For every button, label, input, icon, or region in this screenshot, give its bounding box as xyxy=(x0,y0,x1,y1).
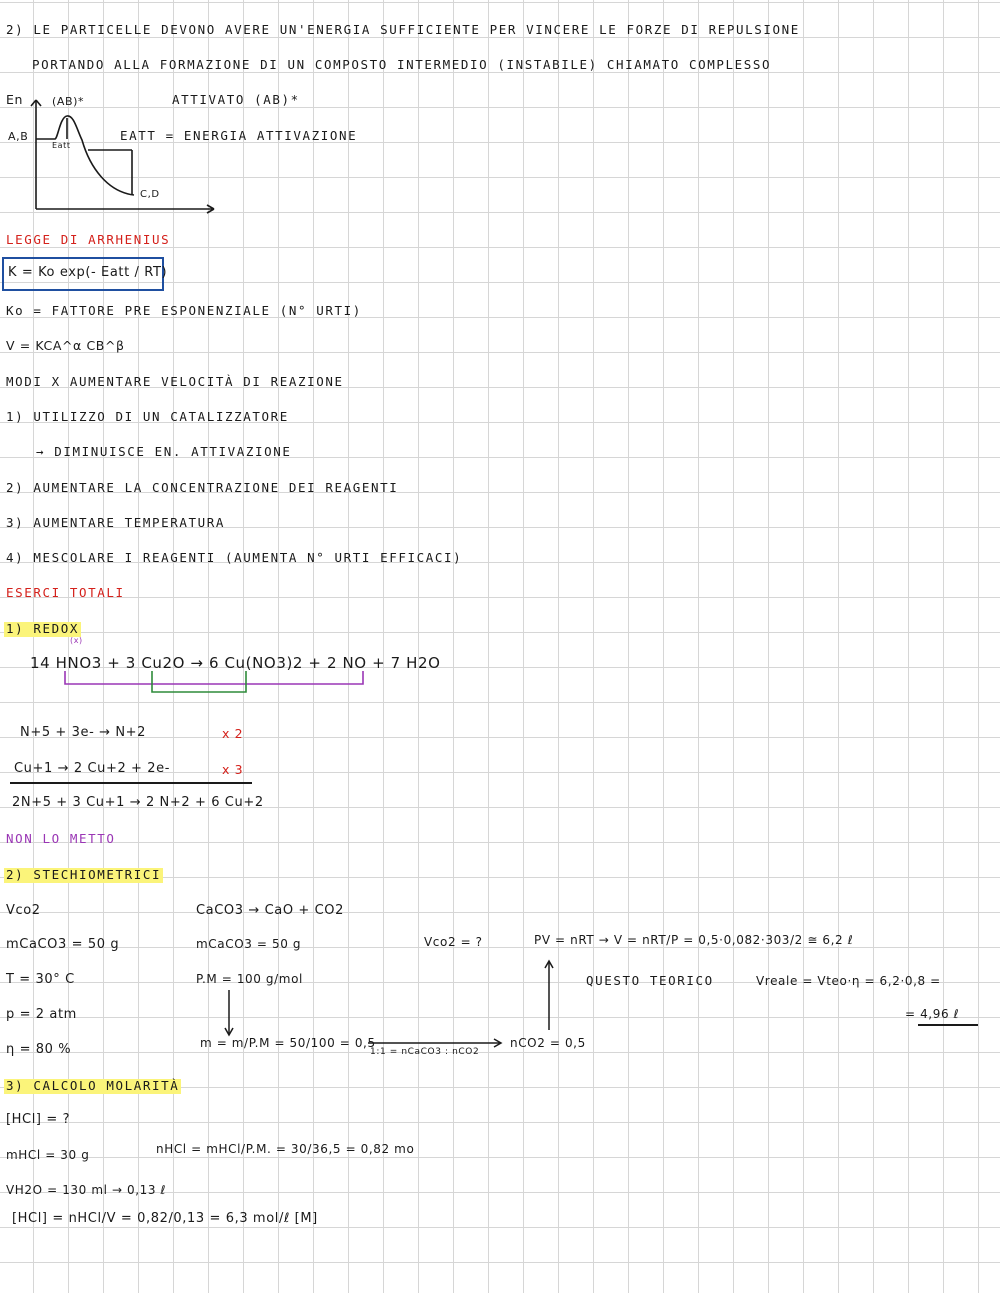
stoich-theory: QUESTO TEORICO xyxy=(586,973,714,988)
stoich-unknown: Vco2 = ? xyxy=(424,935,483,949)
speed-item-3: 3) AUMENTARE TEMPERATURA xyxy=(6,515,226,530)
stoich-final-underline xyxy=(918,1024,978,1026)
graph-activated: ATTIVATO (AB)* xyxy=(172,92,300,107)
redox-total: 2N+5 + 3 Cu+1 → 2 N+2 + 6 Cu+2 xyxy=(12,795,264,810)
intro-line-2: PORTANDO ALLA FORMAZIONE DI UN COMPOSTO INTERMEDIO (INSTABILE) CHIAMATO COMPLESSO xyxy=(32,57,772,72)
stoich-title: 2) STECHIOMETRICI xyxy=(6,867,162,882)
molarity-volume: VH2O = 130 ml → 0,13 ℓ xyxy=(6,1183,167,1197)
redox-half-1-factor: x 2 xyxy=(222,726,244,741)
speed-item-2: 2) AUMENTARE LA CONCENTRAZIONE DEI REAGENTI xyxy=(6,480,399,495)
graph-eatt-label: Eatt xyxy=(52,141,71,150)
stoich-given-2: mCaCO3 = 50 g xyxy=(6,937,120,952)
speed-item-1-note: → DIMINUISCE EN. ATTIVAZIONE xyxy=(36,444,292,459)
graph-peak-label: (AB)* xyxy=(52,95,85,108)
stoich-final: = 4,96 ℓ xyxy=(905,1007,960,1021)
graph-definition: EATT = ENERGIA ATTIVAZIONE xyxy=(120,128,358,143)
stoich-moles: m = m/P.M = 50/100 = 0,5 xyxy=(200,1036,376,1050)
molarity-moles: nHCl = mHCl/P.M. = 30/36,5 = 0,82 mo xyxy=(156,1142,415,1156)
stoich-result-moles: nCO2 = 0,5 xyxy=(510,1036,586,1050)
stoich-real: Vreale = Vteo·η = 6,2·0,8 = xyxy=(756,974,941,988)
redox-half-2: Cu+1 → 2 Cu+2 + 2e- xyxy=(14,761,171,776)
redox-half-1: N+5 + 3e- → N+2 xyxy=(20,725,147,740)
stoich-gas-law: PV = nRT → V = nRT/P = 0,5·0,082·303/2 ≅ 6,2 ℓ xyxy=(534,933,854,947)
molarity-mass: mHCl = 30 g xyxy=(6,1148,90,1162)
stoich-reaction: CaCO3 → CaO + CO2 xyxy=(196,903,344,918)
graph-y-label: En xyxy=(6,92,24,107)
graph-reagents-label: A,B xyxy=(8,130,29,143)
speed-title: MODI X AUMENTARE VELOCITÀ DI REAZIONE xyxy=(6,374,344,389)
stoich-given-5: η = 80 % xyxy=(6,1042,72,1057)
redox-mark: (x) xyxy=(70,636,83,645)
arrhenius-formula: K = Ko exp(- Eatt / RT) xyxy=(8,265,168,280)
stoich-mass: mCaCO3 = 50 g xyxy=(196,937,302,951)
stoich-given-1: Vco2 xyxy=(6,903,41,918)
redox-half-2-factor: x 3 xyxy=(222,762,244,777)
stoich-given-3: T = 30° C xyxy=(6,972,75,987)
stoich-given-4: p = 2 atm xyxy=(6,1007,77,1022)
stoich-pm: P.M = 100 g/mol xyxy=(196,972,303,986)
k0-definition: Ko = FATTORE PRE ESPONENZIALE (N° URTI) xyxy=(6,303,362,318)
redox-note: NON LO METTO xyxy=(6,831,116,846)
arrhenius-title: LEGGE DI ARRHENIUS xyxy=(6,232,171,247)
exercises-title: ESERCI TOTALI xyxy=(6,585,125,600)
rate-law: V = KCA^α CB^β xyxy=(6,338,125,353)
redox-title: 1) REDOX xyxy=(6,621,80,636)
molarity-ask: [HCl] = ? xyxy=(6,1112,71,1127)
speed-item-1: 1) UTILIZZO DI UN CATALIZZATORE xyxy=(6,409,289,424)
graph-products-label: C,D xyxy=(140,189,160,200)
molarity-conc: [HCl] = nHCl/V = 0,82/0,13 = 6,3 mol/ℓ [M] xyxy=(12,1211,318,1226)
speed-item-4: 4) MESCOLARE I REAGENTI (AUMENTA N° URTI EFFICACI) xyxy=(6,550,463,565)
molarity-title: 3) CALCOLO MOLARITÀ xyxy=(6,1078,180,1093)
intro-line-1: 2) LE PARTICELLE DEVONO AVERE UN'ENERGIA SUFFICIENTE PER VINCERE LE FORZE DI REPULSIONE xyxy=(6,22,800,37)
redox-equation: 14 HNO3 + 3 Cu2O → 6 Cu(NO3)2 + 2 NO + 7 H2O xyxy=(30,654,441,672)
stoich-ratio: 1:1 = nCaCO3 : nCO2 xyxy=(370,1047,480,1057)
